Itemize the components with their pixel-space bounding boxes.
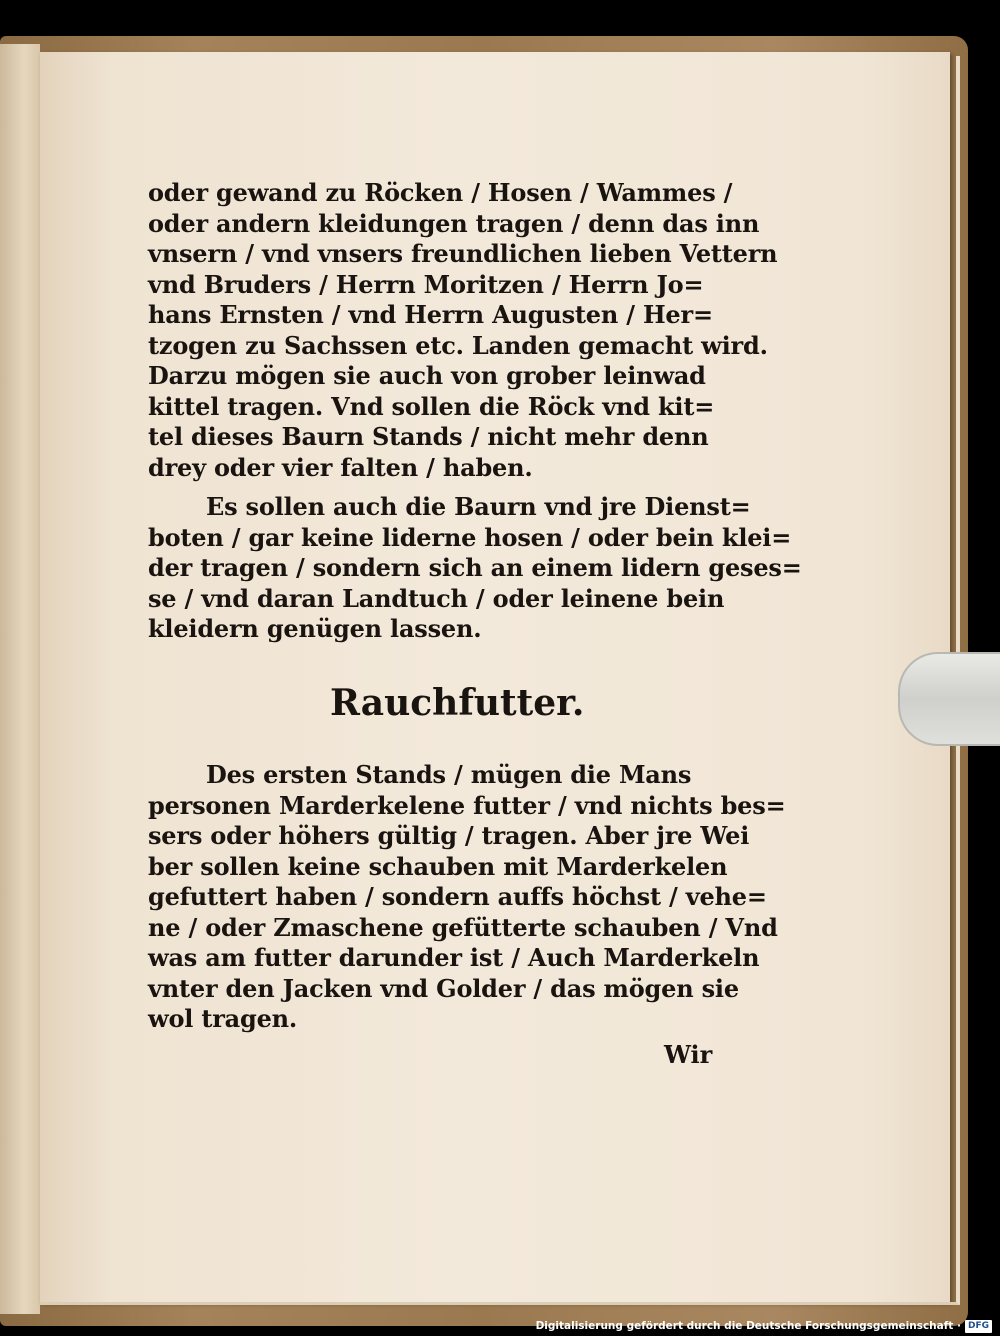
paragraph-3 <box>148 760 786 1035</box>
text-line: se / vnd daran Landtuch / oder leinene bein <box>148 583 725 613</box>
paragraph-1 <box>148 178 778 483</box>
text-line: vnsern / vnd vnsers freundlichen lieben Vettern <box>148 239 778 268</box>
text-line: oder gewand zu Röcken / Hosen / Wammes / <box>148 178 733 207</box>
facing-page-edge <box>0 44 40 1314</box>
text-line: drey oder vier falten / haben. <box>148 452 533 482</box>
text-line: Es sollen auch die Baurn vnd jre Dienst= <box>206 492 751 521</box>
text-line: was am futter darunder ist / Auch Marderkeln <box>148 943 760 972</box>
text-line: sers oder höhers gültig / tragen. Aber jre Wei <box>148 821 750 850</box>
section-heading: Rauchfutter. <box>330 682 585 724</box>
paragraph-2 <box>148 492 802 645</box>
credit-text: Digitalisierung gefördert durch die Deutsche Forschungsgemeinschaft · <box>535 1320 961 1332</box>
text-line: vnter den Jacken vnd Golder / das mögen sie <box>148 973 739 1003</box>
page-clip <box>898 652 1000 746</box>
text-line: vnd Bruders / Herrn Moritzen / Herrn Jo= <box>148 269 704 299</box>
digitization-credit <box>536 1316 992 1336</box>
text-line: der tragen / sondern sich an einem lidern geses= <box>148 553 802 582</box>
text-line: kittel tragen. Vnd sollen die Röck vnd kit= <box>148 391 715 421</box>
catchword: Wir <box>664 1040 713 1069</box>
text-line: Darzu mögen sie auch von grober leinwad <box>148 361 706 390</box>
text-line: ne / oder Zmaschene gefütterte schauben / Vnd <box>148 912 778 942</box>
text-line: kleidern genügen lassen. <box>148 614 482 643</box>
text-line: oder andern kleidungen tragen / denn das inn <box>148 208 760 238</box>
dfg-logo: DFG <box>965 1320 992 1333</box>
text-line: boten / gar keine liderne hosen / oder bein klei= <box>148 522 792 552</box>
text-line: tel dieses Baurn Stands / nicht mehr denn <box>148 422 709 451</box>
text-line: hans Ernsten / vnd Herrn Augusten / Her= <box>148 300 713 329</box>
text-line: gefuttert haben / sondern auffs höchst / vehe= <box>148 882 767 911</box>
text-line: tzogen zu Sachssen etc. Landen gemacht wird. <box>148 330 768 360</box>
text-line: ber sollen keine schauben mit Marderkelen <box>148 851 728 881</box>
text-line: Des ersten Stands / mügen die Mans <box>206 760 692 789</box>
text-line: personen Marderkelene futter / vnd nichts bes= <box>148 790 786 820</box>
text-line: wol tragen. <box>148 1004 298 1033</box>
